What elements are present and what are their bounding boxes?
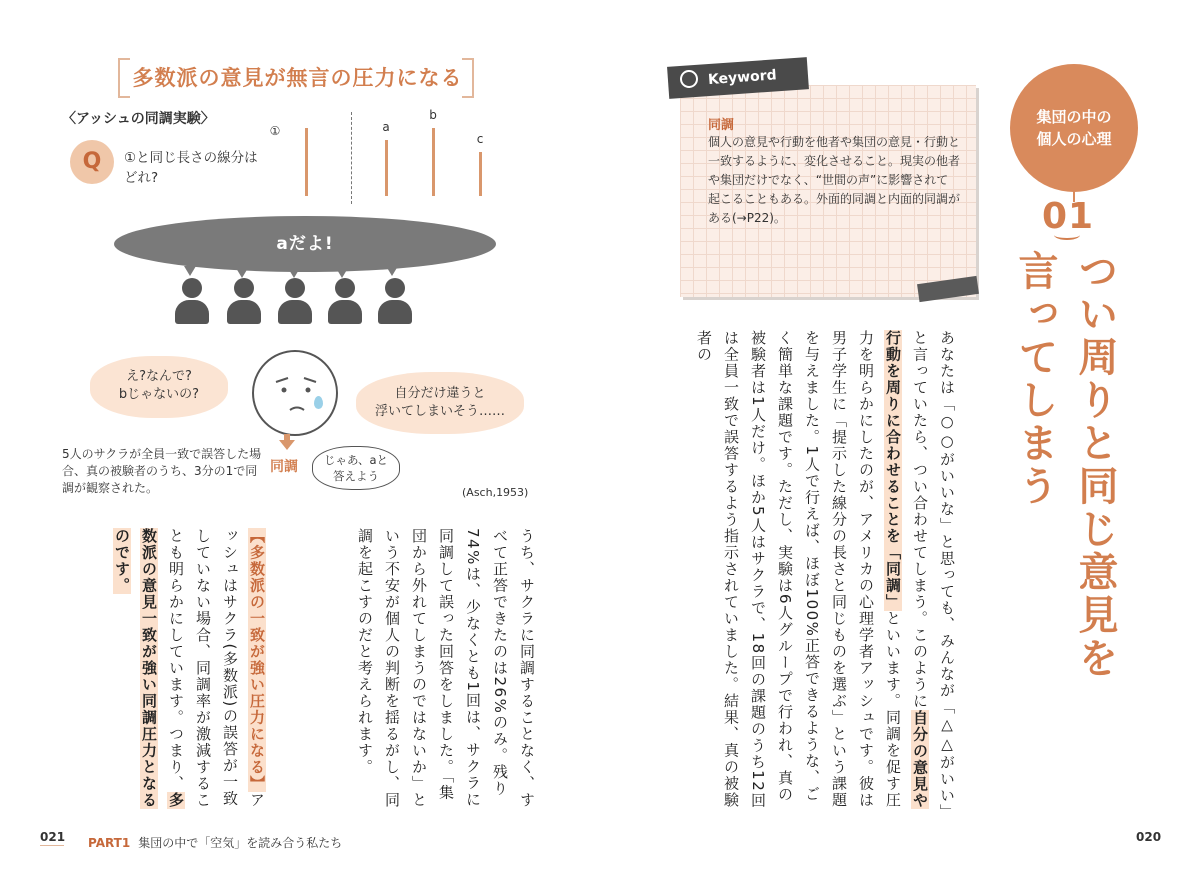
bubble-tail [288,268,300,278]
title-line-1: つい周りと同じ意見を [1072,250,1118,680]
keyword-tag: Keyword [667,57,809,99]
chapter-number: 01 [1042,196,1095,237]
conformity-label: 同調 [270,459,298,475]
thought-bubble-left [90,356,228,418]
page-number-right: 020 [1136,830,1162,844]
chapter-label: 集団の中の 個人の心理 [1036,108,1112,148]
question-badge: Q [70,140,114,184]
section-title: 多数派の意見が無言の圧力になる [132,66,463,90]
answer-speech-text: じゃあ、aと 答えよう [323,453,389,483]
person-icon [378,278,412,324]
tilde-decoration [1054,230,1080,240]
bubble-tail [236,268,248,278]
line-c [479,152,482,196]
bubble-tail [184,266,196,276]
question-text: ①と同じ長さの線分はどれ? [124,150,258,186]
right-body-text [668,330,960,816]
keyword-term: 同調 [708,118,735,133]
footer-rule [40,845,64,846]
footer-part [88,834,342,851]
line-label-c: c [476,132,484,146]
bubble-tail [386,266,398,276]
left-body-bold: 多数派の意見一致が強い同調圧力となるのです。 [113,528,185,809]
part-label: PART1 [88,836,131,850]
citation: (Asch,1953) [462,486,529,499]
line-reference [305,128,308,196]
person-icon [278,278,312,324]
thought-left-text: え?なんで? bじゃないの? [118,369,200,402]
thought-bubble-right [356,372,524,434]
right-body-a: あなたは「○○がいいな」と思っても、みんなが「△△がいい」と言っていたら、つい合わせてしまう。このように [911,330,956,813]
chapter-badge [1010,64,1138,192]
right-body-b: といいます。同調を促す圧力を明らかにしたのが、アメリカの心理学者アッシュです。彼は男子学生に「提示した線分の長さと同じものを選ぶ」という課題を与えました。1人で行えば、ほぼ100%正答できるような、ごく簡単な課題です。ただし、実験は6人グループで行われ、真の被験者は1人だけ。ほか5人はサクラで、18回の課題のうち12回は全員一致で誤答するよう指示されていました。結果、真の被験者の [695,330,902,809]
crowd-speech-bubble: aだよ! [114,216,496,272]
subheading: 【多数派の一致が強い圧力になる】 [248,528,266,792]
right-body-bold: 自分の意見や行動を周りに合わせることを「同調」 [884,330,929,809]
page-number-left: 021 [40,830,66,844]
person-icon [328,278,362,324]
line-a [385,140,388,196]
keyword-definition: 個人の意見や行動を他者や集団の意見・行動と一致するように、変化させること。現実の他者や集団だけでなく、“世間の声”に影響されて起こることもある。外面的同調と内面的同調がある(→P22)。 [708,135,961,225]
line-b [432,128,435,196]
worried-face-icon [252,350,338,436]
title-line-2: 言ってしまう [1012,250,1058,508]
left-body-column-2 [58,528,270,814]
left-body-text: アッシュはサクラ(多数派)の誤答が一致していない場合、同調率が激減することも明らかにしています。つまり、 [167,528,266,809]
arrow-down-icon [279,440,295,450]
sweat-drop-icon [314,396,323,409]
dashed-divider [351,112,352,204]
line-label-ref: ① [269,124,281,138]
person-icon [227,278,261,324]
part-title: 集団の中で「空気」を読み合う私たち [138,836,343,850]
line-label-a: a [382,120,390,134]
experiment-title: 〈アッシュの同調実験〉 [62,111,215,127]
experiment-description: 5人のサクラが全員一致で誤答した場合、真の被験者のうち、3分の1で同調が観察された。 [62,447,262,495]
line-label-b: b [429,108,437,122]
thought-right-text: 自分だけ違うと 浮いてしまいそう…… [374,386,505,419]
bubble-tail [336,268,348,278]
person-icon [175,278,209,324]
left-body-column-1: うち、サクラに同調することなく、すべて正答できたのは26%のみ。残り74%は、少なくとも1回は、サクラに同調して誤った回答をしました。「集団から外れてしまうのではないか」という不安が個人の判断を揺るがし、同調を起こすのだと考えられます。 [356,528,536,809]
answer-speech-bubble [312,446,400,490]
